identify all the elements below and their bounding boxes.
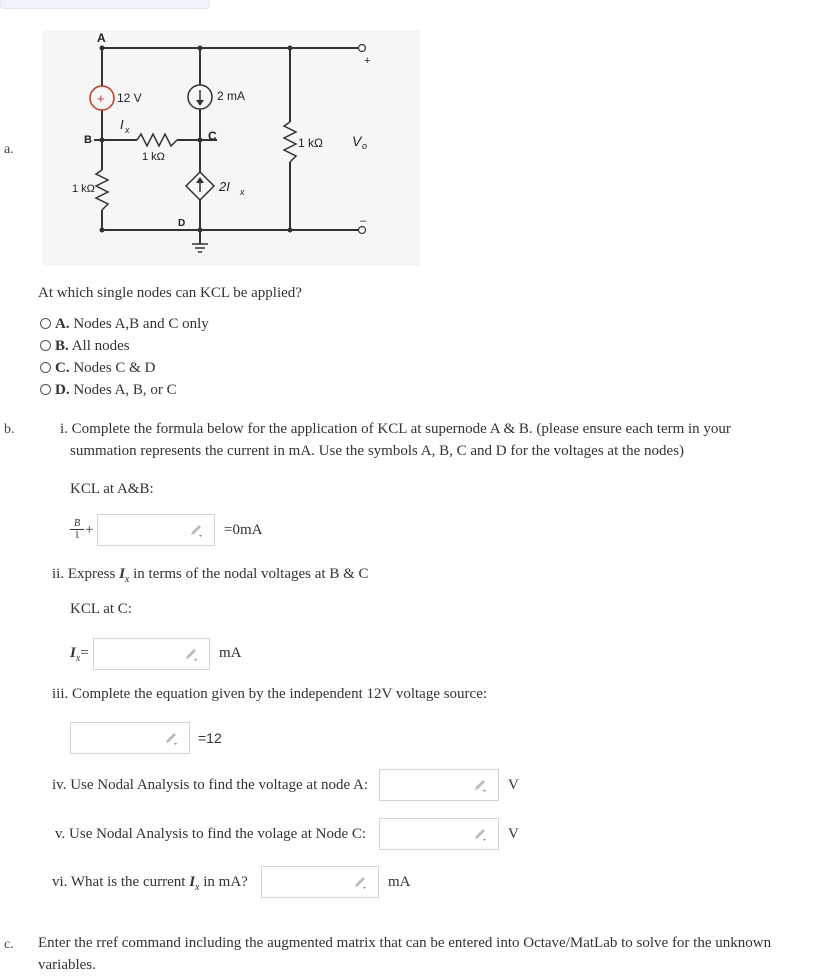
- terminal-bottom: [359, 227, 366, 234]
- node-a-label: A: [97, 31, 106, 45]
- option-c[interactable]: [40, 357, 209, 379]
- radio-d[interactable]: [40, 384, 51, 395]
- option-c-text: Nodes C & D: [73, 360, 156, 376]
- option-b-letter: B.: [55, 338, 69, 354]
- top-bar: [0, 0, 210, 9]
- ix-sym: I: [70, 645, 76, 661]
- node-a-unit: V: [508, 777, 519, 793]
- fraction-den: 1: [74, 530, 80, 541]
- resistor-left: [96, 170, 108, 210]
- option-c-letter: C.: [55, 360, 70, 376]
- part-c-line2: variables.: [38, 957, 96, 973]
- part-b-i-line1: i. Complete the formula below for the application of KCL at supernode A & B. (please ensure each term in your: [60, 421, 731, 437]
- vsource-eq-input[interactable]: [70, 722, 190, 754]
- option-b-text: All nodes: [71, 338, 130, 354]
- options-list: [40, 313, 209, 401]
- vi-sym: I: [189, 874, 196, 890]
- r-right-label: 1 kΩ: [298, 136, 323, 150]
- ix-unit: mA: [219, 645, 242, 661]
- ii-sub: x: [124, 574, 130, 585]
- pencil-icon: [163, 732, 179, 746]
- pencil-icon: [352, 876, 368, 890]
- vi-pre: vi. What is the current: [52, 874, 190, 890]
- ix-sub: x: [125, 125, 130, 135]
- radio-b[interactable]: [40, 340, 51, 351]
- option-a-letter: A.: [55, 316, 70, 332]
- ii-post: in terms of the nodal voltages at B & C: [129, 566, 369, 582]
- option-d-letter: D.: [55, 382, 70, 398]
- fraction-num: B: [70, 518, 84, 530]
- node-d-label: D: [178, 218, 186, 229]
- vsource-plus-sign: +: [97, 91, 105, 106]
- eq-twelve: =12: [198, 730, 222, 746]
- r-left-label: 1 kΩ: [72, 183, 95, 195]
- plus-sign: +: [85, 522, 94, 538]
- part-b-vi: [52, 874, 248, 893]
- ix-eq-label: [70, 645, 89, 664]
- radio-a[interactable]: [40, 318, 51, 329]
- part-c-label: c.: [4, 937, 14, 952]
- terminal-top: [359, 45, 366, 52]
- option-a[interactable]: [40, 313, 209, 335]
- vo-sub: o: [362, 141, 368, 151]
- resistor-right: [284, 122, 296, 162]
- ix-sub: x: [75, 653, 81, 664]
- dep-source-label: 2I: [219, 179, 230, 194]
- part-b-iii: iii. Complete the equation given by the independent 12V voltage source:: [52, 686, 488, 702]
- eq-zero: =0mA: [224, 522, 263, 538]
- option-d[interactable]: [40, 379, 209, 401]
- part-b-label: b.: [4, 422, 15, 437]
- kcl-c-label: KCL at C:: [70, 601, 132, 617]
- option-b[interactable]: [40, 335, 209, 357]
- vi-sub: x: [195, 882, 200, 893]
- pencil-icon: [472, 828, 488, 842]
- vo-minus: –: [360, 215, 367, 227]
- vi-post: in mA?: [199, 874, 248, 890]
- node-c-label: C: [208, 129, 217, 143]
- kcl-ab-input[interactable]: [97, 514, 215, 546]
- ix-eq: =: [80, 645, 89, 661]
- isource-label: 2 mA: [217, 89, 246, 103]
- part-a-question: At which single nodes can KCL be applied?: [38, 285, 302, 301]
- pencil-icon: [472, 779, 488, 793]
- ix-current-unit: mA: [388, 874, 411, 890]
- node-a-voltage-input[interactable]: [379, 769, 499, 801]
- ix-input[interactable]: [93, 638, 210, 670]
- vsource-label: 12 V: [117, 91, 142, 105]
- ii-sym: I: [119, 566, 125, 582]
- kcl-ab-label: KCL at A&B:: [70, 481, 154, 497]
- circuit-svg: [42, 30, 420, 266]
- vo-plus: +: [364, 55, 371, 67]
- radio-c[interactable]: [40, 362, 51, 373]
- pencil-icon: [188, 524, 204, 538]
- pencil-icon: [183, 648, 199, 662]
- part-a-label: a.: [4, 142, 14, 157]
- part-c-line1: Enter the rref command including the augmented matrix that can be entered into Octave/MatLab to solve for the unknown: [38, 935, 772, 951]
- part-b-ii: [52, 566, 369, 585]
- ix-label: I: [120, 117, 124, 132]
- node-c-unit: V: [508, 826, 519, 842]
- part-b-i-line2: summation represents the current in mA. Use the symbols A, B, C and D for the voltages at the nodes): [70, 443, 685, 459]
- vo-label: V: [352, 133, 362, 149]
- node-b-label: B: [84, 134, 92, 146]
- fraction: [70, 518, 84, 541]
- dep-source-sub: x: [240, 187, 245, 197]
- circuit-diagram: [42, 30, 420, 266]
- option-a-text: Nodes A,B and C only: [73, 316, 209, 332]
- r-bc-label: 1 kΩ: [142, 151, 165, 163]
- node-c-voltage-input[interactable]: [379, 818, 499, 850]
- part-b-v: v. Use Nodal Analysis to find the volage at Node C:: [55, 826, 367, 842]
- part-b-iv: iv. Use Nodal Analysis to find the voltage at node A:: [52, 777, 369, 793]
- ix-current-input[interactable]: [261, 866, 379, 898]
- ii-pre: ii. Express: [52, 566, 120, 582]
- resistor-bc: [137, 134, 177, 146]
- option-d-text: Nodes A, B, or C: [73, 382, 177, 398]
